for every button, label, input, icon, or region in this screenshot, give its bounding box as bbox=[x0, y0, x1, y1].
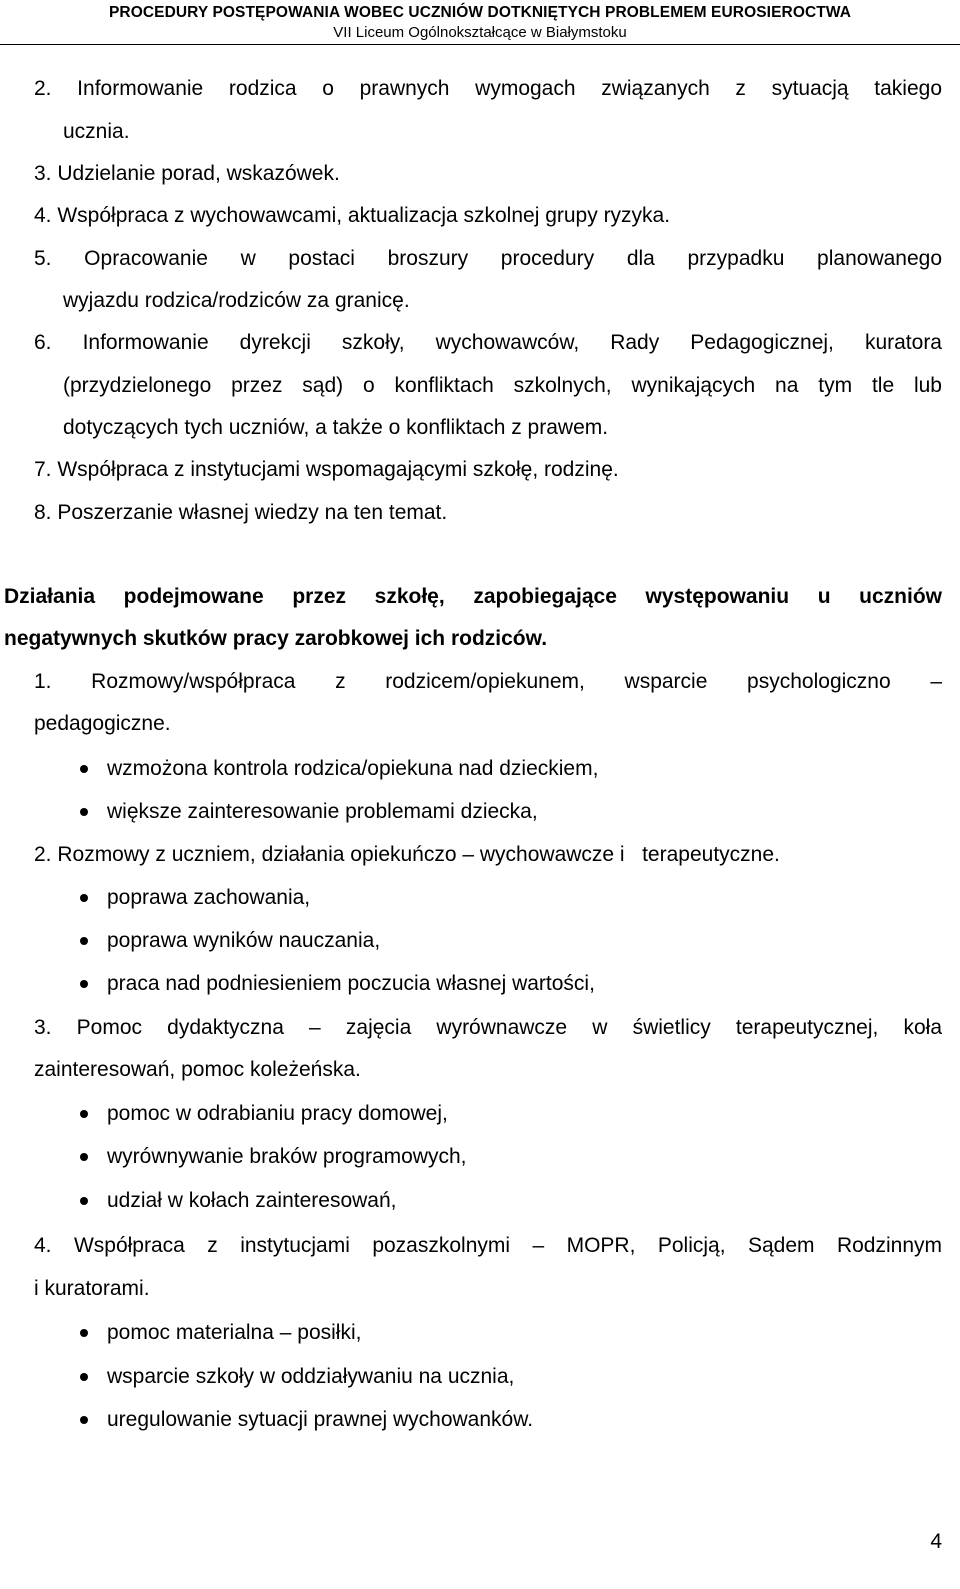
page-number: 4 bbox=[930, 1530, 942, 1553]
bullet-icon bbox=[80, 1197, 88, 1205]
bullet-icon bbox=[80, 1373, 88, 1381]
list-item-5-line1: 5. Opracowanie w postaci broszury procedury dla przypadku planowanego bbox=[34, 247, 942, 270]
list-item-6-line3: dotyczących tych uczniów, a także o konfliktach z prawem. bbox=[63, 416, 609, 439]
action-1-line1: 1. Rozmowy/współpraca z rodzicem/opiekunem, wsparcie psychologiczno – bbox=[34, 670, 942, 693]
header-title: PROCEDURY POSTĘPOWANIA WOBEC UCZNIÓW DOTKNIĘTYCH PROBLEMEM EUROSIEROCTWA bbox=[108, 4, 852, 21]
action-2-line1: 2. Rozmowy z uczniem, działania opiekuńczo – wychowawcze i terapeutyczne. bbox=[34, 843, 780, 866]
action-2-bullet-3: praca nad podniesieniem poczucia własnej wartości, bbox=[107, 972, 595, 995]
list-item-2-line2: ucznia. bbox=[63, 120, 130, 143]
bullet-icon bbox=[80, 808, 88, 816]
bullet-icon bbox=[80, 1110, 88, 1118]
list-item-6-line2: (przydzielonego przez sąd) o konfliktach szkolnych, wynikających na tym tle lub bbox=[63, 374, 942, 397]
action-4-bullet-2: wsparcie szkoły w oddziaływaniu na ucznia, bbox=[107, 1365, 515, 1388]
action-1-bullet-2: większe zainteresowanie problemami dziecka, bbox=[107, 800, 538, 823]
header-subtitle: VII Liceum Ogólnokształcące w Białymstoku bbox=[333, 24, 627, 41]
action-4-line2: i kuratorami. bbox=[34, 1277, 150, 1300]
section-heading-line1: Działania podejmowane przez szkołę, zapobiegające występowaniu u uczniów bbox=[4, 585, 942, 608]
bullet-icon bbox=[80, 937, 88, 945]
section-heading-line2: negatywnych skutków pracy zarobkowej ich rodziców. bbox=[4, 627, 548, 650]
action-3-bullet-1: pomoc w odrabianiu pracy domowej, bbox=[107, 1102, 448, 1125]
action-1-bullet-1: wzmożona kontrola rodzica/opiekuna nad dzieckiem, bbox=[107, 757, 599, 780]
action-3-line1: 3. Pomoc dydaktyczna – zajęcia wyrównawcze w świetlicy terapeutycznej, koła bbox=[34, 1016, 942, 1039]
bullet-icon bbox=[80, 1153, 88, 1161]
list-item-4: 4. Współpraca z wychowawcami, aktualizacja szkolnej grupy ryzyka. bbox=[34, 204, 671, 227]
action-3-bullet-2: wyrównywanie braków programowych, bbox=[107, 1145, 467, 1168]
list-item-8: 8. Poszerzanie własnej wiedzy na ten temat. bbox=[34, 501, 448, 524]
bullet-icon bbox=[80, 980, 88, 988]
list-item-6-line1: 6. Informowanie dyrekcji szkoły, wychowawców, Rady Pedagogicznej, kuratora bbox=[34, 331, 942, 354]
action-4-bullet-3: uregulowanie sytuacji prawnej wychowanków. bbox=[107, 1408, 534, 1431]
bullet-icon bbox=[80, 1329, 88, 1337]
bullet-icon bbox=[80, 765, 88, 773]
list-item-3: 3. Udzielanie porad, wskazówek. bbox=[34, 162, 340, 185]
action-3-line2: zainteresowań, pomoc koleżeńska. bbox=[34, 1058, 361, 1081]
bullet-icon bbox=[80, 1416, 88, 1424]
action-1-line2: pedagogiczne. bbox=[34, 712, 171, 735]
action-4-line1: 4. Współpraca z instytucjami pozaszkolnymi – MOPR, Policją, Sądem Rodzinnym bbox=[34, 1234, 942, 1257]
bullet-icon bbox=[80, 894, 88, 902]
list-item-5-line2: wyjazdu rodzica/rodziców za granicę. bbox=[63, 289, 410, 312]
list-item-7: 7. Współpraca z instytucjami wspomagającymi szkołę, rodzinę. bbox=[34, 458, 619, 481]
action-2-bullet-1: poprawa zachowania, bbox=[107, 886, 311, 909]
action-2-bullet-2: poprawa wyników nauczania, bbox=[107, 929, 381, 952]
page-header bbox=[0, 0, 960, 45]
action-4-bullet-1: pomoc materialna – posiłki, bbox=[107, 1321, 362, 1344]
action-3-bullet-3: udział w kołach zainteresowań, bbox=[107, 1189, 397, 1212]
list-item-2-line1: 2. Informowanie rodzica o prawnych wymogach związanych z sytuacją takiego bbox=[34, 77, 942, 100]
